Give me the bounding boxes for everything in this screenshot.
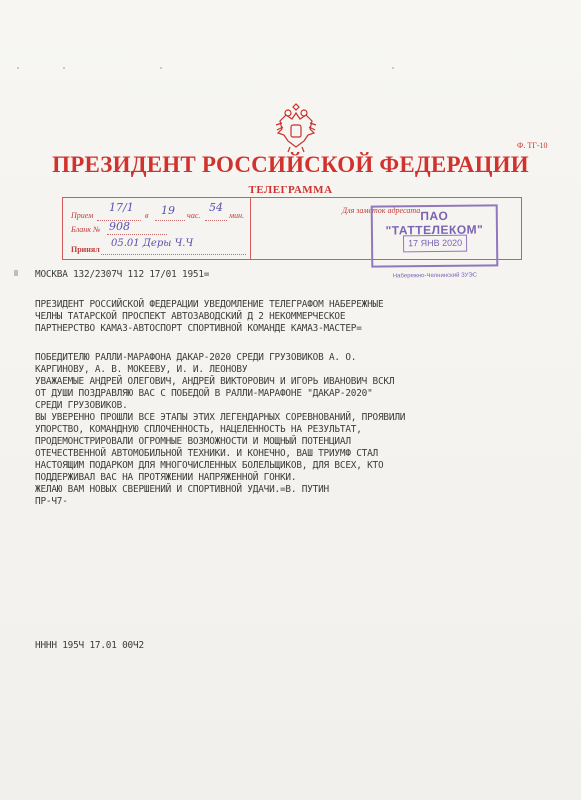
body-line: НАСТОЯЩИМ ПОДАРКОМ ДЛЯ МНОГОЧИСЛЕННЫХ БОЛЕЛЬЩИКОВ, ДЛЯ ВСЕХ, КТО	[35, 460, 384, 471]
telegram-footer-line: НННН 195Ч 17.01 00Ч2	[35, 640, 144, 651]
body-line: ПОБЕДИТЕЛЮ РАЛЛИ-МАРАФОНА ДАКАР-2020 СРЕДИ ГРУЗОВИКОВ А. О.	[35, 352, 357, 363]
form-number-line	[107, 234, 167, 235]
form-code: Ф. ТГ-10	[517, 141, 548, 150]
minute-handwritten: 54	[209, 201, 223, 214]
addressee-notes-label: Для заметок адресата	[342, 206, 421, 215]
hour-line	[155, 220, 185, 221]
time-prefix-label: в	[145, 211, 149, 220]
scan-speck	[392, 67, 394, 69]
document-title: ПРЕЗИДЕНТ РОССИЙСКОЙ ФЕДЕРАЦИИ	[52, 152, 529, 177]
accepted-label: Принял	[71, 245, 100, 254]
body-line: УПОРСТВО, КОМАНДНУЮ СПЛОЧЕННОСТЬ, НАЦЕЛЕННОСТЬ НА РЕЗУЛЬТАТ,	[35, 424, 362, 435]
telecom-stamp	[371, 204, 499, 280]
body-line: ВЫ УВЕРЕННО ПРОШЛИ ВСЕ ЭТАПЫ ЭТИХ ЛЕГЕНДАРНЫХ СОРЕВНОВАНИЙ, ПРОЯВИЛИ	[35, 412, 406, 423]
scan-speck	[17, 67, 19, 69]
address-line: ЧЕЛНЫ ТАТАРСКОЙ ПРОСПЕКТ АВТОЗАВОДСКИЙ Д 2 НЕКОММЕРЧЕСКОЕ	[35, 311, 346, 322]
hour-handwritten: 19	[161, 204, 175, 217]
received-date-handwritten: 17/1	[109, 201, 134, 214]
minute-line	[205, 220, 227, 221]
minute-label: мин.	[229, 211, 245, 220]
margin-mark	[14, 270, 18, 276]
address-line: ПРЕЗИДЕНТ РОССИЙСКОЙ ФЕДЕРАЦИИ УВЕДОМЛЕНИЕ ТЕЛЕГРАФОМ НАБЕРЕЖНЫЕ	[35, 299, 384, 310]
body-line: СРЕДИ ГРУЗОВИКОВ.	[35, 400, 128, 411]
scan-speck	[63, 67, 65, 69]
reception-box	[62, 197, 251, 260]
hour-label: час.	[187, 211, 201, 220]
stamp-organization: ПАО "ТАТТЕЛЕКОМ"	[385, 208, 484, 238]
address-line: ПАРТНЕРСТВО КАМАЗ-АВТОСПОРТ СПОРТИВНОЙ КОМАНДЕ КАМАЗ-МАСТЕР=	[35, 323, 362, 334]
stamp-date: 17 ЯНВ 2020	[403, 235, 467, 253]
body-line: ПРОДЕМОНСТРИРОВАЛИ ОГРОМНЫЕ ВОЗМОЖНОСТИ И МОЩНЫЙ ПОТЕНЦИАЛ	[35, 436, 351, 447]
accepted-handwritten: 05.01 Деры Ч.Ч	[111, 238, 194, 249]
body-line: ОТЕЧЕСТВЕННОЙ АВТОМОБИЛЬНОЙ ТЕХНИКИ. И КОНЕЧНО, ВАШ ТРИУМФ СТАЛ	[35, 448, 378, 459]
form-number-label: Бланк №	[71, 225, 101, 234]
received-label: Прием	[71, 211, 94, 220]
body-line: ПР-Ч7-	[35, 496, 68, 507]
body-line: УВАЖАЕМЫЕ АНДРЕЙ ОЛЕГОВИЧ, АНДРЕЙ ВИКТОРОВИЧ И ИГОРЬ ИВАНОВИЧ ВСКЛ	[35, 376, 395, 387]
document-subtitle: ТЕЛЕГРАММА	[248, 184, 333, 196]
scan-speck	[160, 67, 162, 69]
body-line: ПОДДЕРЖИВАЛ ВАС НА ПРОТЯЖЕНИИ НАПРЯЖЕННОЙ ГОНКИ.	[35, 472, 297, 483]
body-line: ОТ ДУШИ ПОЗДРАВЛЯЮ ВАС С ПОБЕДОЙ В РАЛЛИ-МАРАФОНЕ "ДАКАР-2020"	[35, 388, 373, 399]
double-headed-eagle-emblem-icon	[272, 103, 320, 153]
form-number-handwritten: 908	[109, 220, 130, 233]
body-line: КАРГИНОВУ, А. В. МОКЕЕВУ, И. И. ЛЕОНОВУ	[35, 364, 248, 375]
body-line: ЖЕЛАЮ ВАМ НОВЫХ СВЕРШЕНИЙ И СПОРТИВНОЙ УДАЧИ.=В. ПУТИН	[35, 484, 329, 495]
accepted-line	[101, 254, 246, 255]
stamp-city: Набережно-Челнинский ЗУЭС	[392, 272, 478, 280]
telegram-header-line: МОСКВА 132/2307Ч 112 17/01 1951=	[35, 269, 210, 280]
